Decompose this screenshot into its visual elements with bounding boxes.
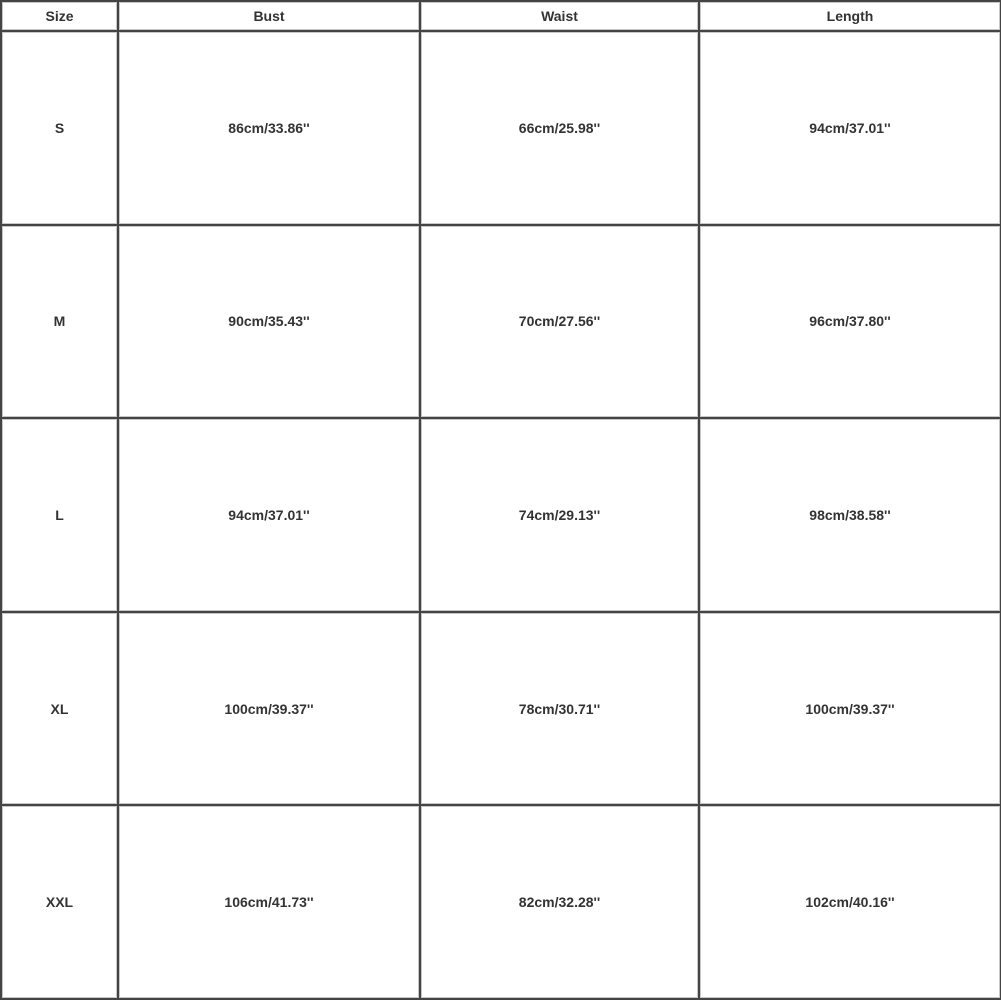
table-row	[1, 418, 1001, 612]
cell-size: XXL	[1, 805, 118, 999]
cell-bust: 94cm/37.01''	[118, 418, 420, 612]
cell-bust: 86cm/33.86''	[118, 31, 420, 225]
table-header	[1, 1, 1001, 31]
cell-size: S	[1, 31, 118, 225]
cell-size: L	[1, 418, 118, 612]
cell-waist: 66cm/25.98''	[420, 31, 699, 225]
table-body	[1, 31, 1001, 999]
cell-size: M	[1, 225, 118, 419]
cell-waist: 78cm/30.71''	[420, 612, 699, 806]
cell-waist: 74cm/29.13''	[420, 418, 699, 612]
header-row	[1, 1, 1001, 31]
table-row	[1, 612, 1001, 806]
cell-bust: 90cm/35.43''	[118, 225, 420, 419]
cell-waist: 70cm/27.56''	[420, 225, 699, 419]
table-row	[1, 225, 1001, 419]
table-row	[1, 31, 1001, 225]
cell-length: 94cm/37.01''	[699, 31, 1001, 225]
header-length: Length	[699, 1, 1001, 31]
table-row	[1, 805, 1001, 999]
cell-length: 100cm/39.37''	[699, 612, 1001, 806]
cell-waist: 82cm/32.28''	[420, 805, 699, 999]
header-size: Size	[1, 1, 118, 31]
cell-length: 96cm/37.80''	[699, 225, 1001, 419]
header-waist: Waist	[420, 1, 699, 31]
cell-bust: 100cm/39.37''	[118, 612, 420, 806]
cell-bust: 106cm/41.73''	[118, 805, 420, 999]
header-bust: Bust	[118, 1, 420, 31]
cell-length: 98cm/38.58''	[699, 418, 1001, 612]
cell-length: 102cm/40.16''	[699, 805, 1001, 999]
cell-size: XL	[1, 612, 118, 806]
